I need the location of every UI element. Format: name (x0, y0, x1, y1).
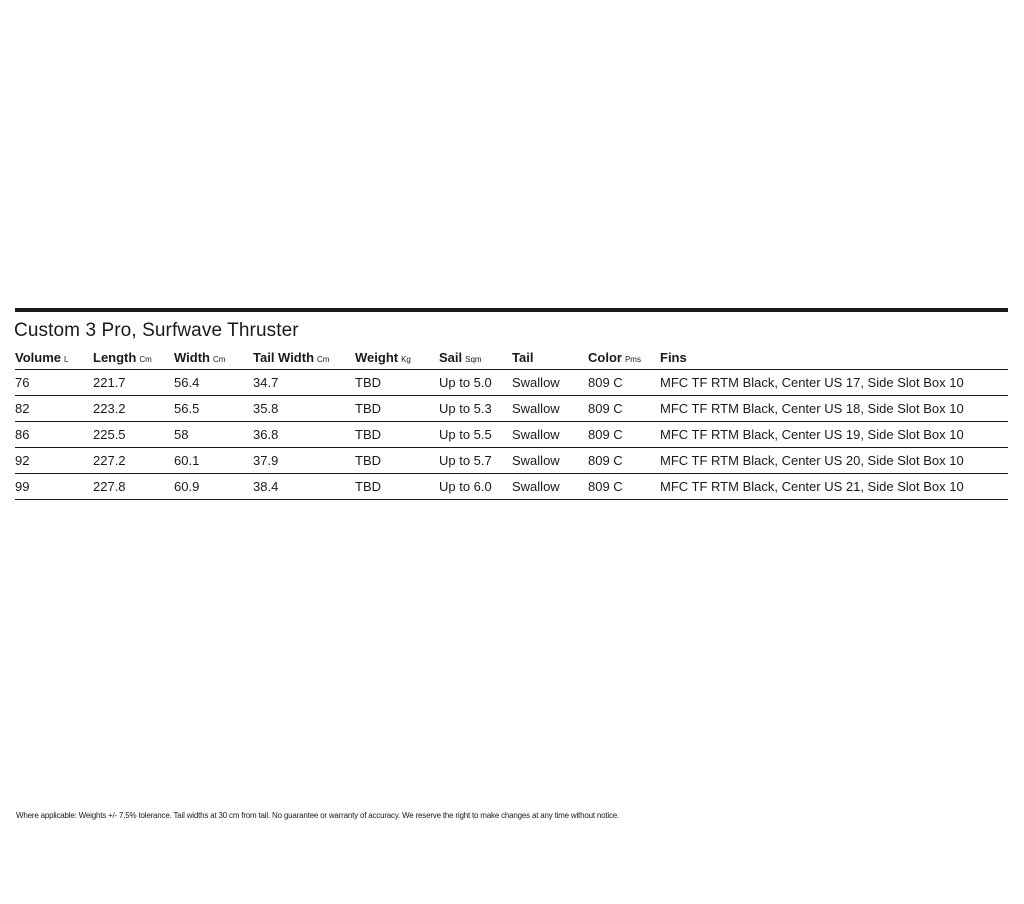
column-header-label: Length (93, 349, 137, 365)
cell-tail-width: 35.8 (253, 396, 355, 422)
cell-width: 58 (174, 422, 253, 448)
cell-fins: MFC TF RTM Black, Center US 21, Side Slot Box 10 (660, 474, 1008, 500)
product-title: Custom 3 Pro, Surfwave Thruster (14, 320, 299, 341)
cell-length: 227.8 (93, 474, 174, 500)
cell-width: 60.1 (174, 448, 253, 474)
table-row (15, 474, 1008, 500)
cell-weight: TBD (355, 422, 439, 448)
column-header-unit: Cm (139, 354, 152, 364)
cell-volume: 86 (15, 422, 93, 448)
cell-tail: Swallow (512, 448, 588, 474)
top-rule (15, 308, 1008, 312)
cell-tail-width: 38.4 (253, 474, 355, 500)
cell-sail: Up to 5.3 (439, 396, 512, 422)
cell-fins: MFC TF RTM Black, Center US 18, Side Slot Box 10 (660, 396, 1008, 422)
cell-length: 227.2 (93, 448, 174, 474)
cell-tail: Swallow (512, 396, 588, 422)
cell-width: 56.4 (174, 370, 253, 396)
column-header-weight (355, 343, 439, 370)
column-header-tail-width (253, 343, 355, 370)
column-header-unit: Kg (401, 354, 411, 364)
cell-sail: Up to 5.7 (439, 448, 512, 474)
table-body (15, 370, 1008, 500)
column-header-volume (15, 343, 93, 370)
spec-table (15, 343, 1008, 500)
column-header-label: Volume (15, 349, 61, 365)
column-header-tail (512, 343, 588, 370)
table-header-row (15, 343, 1008, 370)
cell-tail: Swallow (512, 474, 588, 500)
cell-volume: 99 (15, 474, 93, 500)
cell-tail: Swallow (512, 370, 588, 396)
cell-volume: 92 (15, 448, 93, 474)
cell-color: 809 C (588, 474, 660, 500)
cell-width: 60.9 (174, 474, 253, 500)
cell-color: 809 C (588, 396, 660, 422)
table-row (15, 422, 1008, 448)
column-header-label: Fins (660, 349, 687, 365)
column-header-label: Sail (439, 349, 463, 365)
column-header-color (588, 343, 660, 370)
cell-length: 221.7 (93, 370, 174, 396)
column-header-fins (660, 343, 1008, 370)
cell-tail-width: 34.7 (253, 370, 355, 396)
cell-color: 809 C (588, 422, 660, 448)
cell-length: 223.2 (93, 396, 174, 422)
cell-tail: Swallow (512, 422, 588, 448)
table-row (15, 448, 1008, 474)
cell-length: 225.5 (93, 422, 174, 448)
table-row (15, 396, 1008, 422)
column-header-unit: Cm (317, 354, 330, 364)
column-header-label: Tail Width (253, 349, 315, 365)
cell-volume: 76 (15, 370, 93, 396)
cell-weight: TBD (355, 448, 439, 474)
cell-sail: Up to 5.0 (439, 370, 512, 396)
column-header-unit: Sqm (465, 354, 482, 364)
footnote: Where applicable: Weights +/- 7.5% tolerance. Tail widths at 30 cm from tail. No guarantee or warranty of accuracy. We reserve the right to make changes at any time without notice. (16, 811, 620, 820)
spec-sheet (15, 308, 1008, 500)
cell-weight: TBD (355, 474, 439, 500)
column-header-label: Color (588, 349, 622, 365)
cell-weight: TBD (355, 396, 439, 422)
cell-fins: MFC TF RTM Black, Center US 19, Side Slot Box 10 (660, 422, 1008, 448)
column-header-unit: L (64, 354, 69, 364)
cell-color: 809 C (588, 370, 660, 396)
cell-tail-width: 37.9 (253, 448, 355, 474)
cell-weight: TBD (355, 370, 439, 396)
table-row (15, 370, 1008, 396)
cell-volume: 82 (15, 396, 93, 422)
column-header-width (174, 343, 253, 370)
cell-fins: MFC TF RTM Black, Center US 17, Side Slot Box 10 (660, 370, 1008, 396)
cell-sail: Up to 6.0 (439, 474, 512, 500)
cell-sail: Up to 5.5 (439, 422, 512, 448)
column-header-unit: Pms (624, 354, 641, 364)
column-header-length (93, 343, 174, 370)
column-header-unit: Cm (212, 354, 226, 364)
column-header-label: Width (174, 349, 210, 365)
cell-fins: MFC TF RTM Black, Center US 20, Side Slot Box 10 (660, 448, 1008, 474)
column-header-sail (439, 343, 512, 370)
column-header-label: Tail (512, 349, 534, 365)
column-header-label: Weight (355, 349, 399, 365)
cell-color: 809 C (588, 448, 660, 474)
cell-tail-width: 36.8 (253, 422, 355, 448)
cell-width: 56.5 (174, 396, 253, 422)
